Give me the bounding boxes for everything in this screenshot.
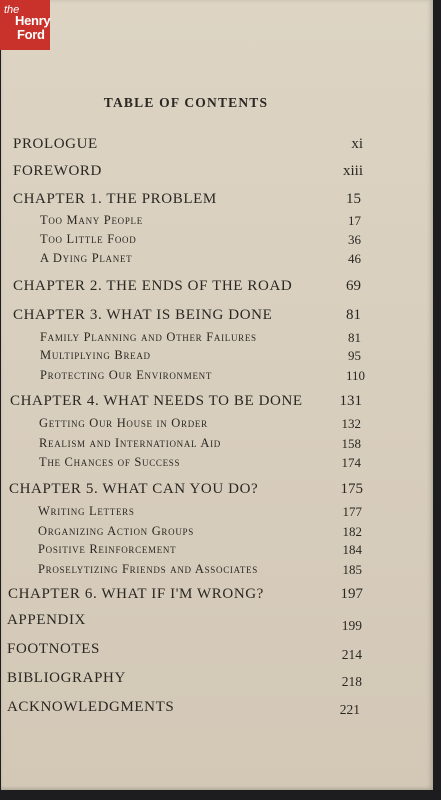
toc-entry-foreword bbox=[1, 163, 433, 183]
entry-label: The Chances of Success bbox=[39, 455, 181, 469]
entry-page: 131 bbox=[339, 393, 362, 409]
entry-label: A Dying Planet bbox=[40, 251, 133, 265]
toc-subentry bbox=[1, 368, 433, 388]
entry-page: 214 bbox=[341, 647, 362, 662]
entry-label: ACKNOWLEDGMENTS bbox=[7, 699, 175, 715]
toc-entry-chapter-6 bbox=[1, 586, 433, 606]
entry-page: 199 bbox=[341, 618, 362, 633]
entry-label: CHAPTER 6. WHAT IF I'M WRONG? bbox=[8, 586, 264, 602]
toc-entry-chapter-4 bbox=[1, 393, 433, 413]
logo-line-ford: Ford bbox=[17, 27, 45, 42]
entry-label: Too Little Food bbox=[40, 232, 137, 246]
toc-subentry bbox=[1, 455, 433, 475]
toc-subentry bbox=[1, 330, 433, 350]
entry-label: Proselytizing Friends and Associates bbox=[38, 562, 258, 576]
toc-heading: TABLE OF CONTENTS bbox=[103, 95, 269, 110]
toc-entry-footnotes bbox=[1, 641, 433, 661]
entry-page: xiii bbox=[342, 163, 363, 179]
entry-page: 218 bbox=[341, 674, 362, 689]
entry-label: Too Many People bbox=[40, 213, 143, 227]
henry-ford-logo bbox=[0, 0, 50, 50]
logo-line-henry: Henry bbox=[15, 13, 51, 28]
entry-label: CHAPTER 4. WHAT NEEDS TO BE DONE bbox=[10, 393, 303, 409]
toc-subentry bbox=[1, 251, 433, 271]
toc-subentry bbox=[1, 348, 433, 368]
entry-label: Positive Reinforcement bbox=[38, 542, 177, 556]
entry-label: CHAPTER 2. THE ENDS OF THE ROAD bbox=[13, 278, 293, 294]
toc-entry-bibliography bbox=[1, 670, 433, 690]
entry-label: FOOTNOTES bbox=[7, 641, 100, 657]
toc-entry-chapter-3 bbox=[1, 307, 433, 327]
entry-page: 110 bbox=[345, 368, 365, 383]
toc-subentry bbox=[1, 562, 433, 582]
toc-entry-prologue bbox=[1, 136, 433, 156]
entry-page: 69 bbox=[346, 278, 361, 294]
entry-page: 185 bbox=[342, 562, 362, 577]
toc-subentry bbox=[1, 416, 433, 436]
entry-label: APPENDIX bbox=[7, 612, 86, 628]
toc-subentry bbox=[1, 436, 433, 456]
entry-page: 174 bbox=[341, 455, 361, 470]
toc-subentry bbox=[1, 542, 433, 562]
entry-label: Multiplying Bread bbox=[40, 348, 151, 362]
toc-subentry bbox=[1, 504, 433, 524]
book-page bbox=[1, 0, 433, 790]
entry-label: PROLOGUE bbox=[13, 136, 98, 152]
entry-page: 81 bbox=[348, 330, 361, 345]
entry-page: 221 bbox=[339, 702, 360, 717]
entry-page: xi bbox=[351, 136, 363, 152]
entry-page: 95 bbox=[348, 348, 361, 363]
entry-label: CHAPTER 3. WHAT IS BEING DONE bbox=[13, 307, 273, 323]
logo-line-the: the bbox=[4, 4, 20, 16]
entry-label: BIBLIOGRAPHY bbox=[7, 670, 126, 686]
entry-page: 132 bbox=[341, 416, 361, 431]
toc-entry-chapter-5 bbox=[1, 481, 433, 501]
toc-subentry bbox=[1, 232, 433, 252]
entry-page: 175 bbox=[340, 481, 363, 497]
toc-entry-appendix bbox=[1, 612, 433, 632]
entry-page: 182 bbox=[342, 524, 362, 539]
entry-label: FOREWORD bbox=[13, 163, 102, 179]
entry-label: Getting Our House in Order bbox=[39, 416, 208, 430]
toc-entry-acknowledgments bbox=[1, 699, 433, 719]
entry-page: 81 bbox=[346, 307, 361, 323]
entry-label: Organizing Action Groups bbox=[38, 524, 194, 538]
entry-label: CHAPTER 5. WHAT CAN YOU DO? bbox=[9, 481, 259, 497]
entry-label: Writing Letters bbox=[38, 504, 135, 518]
entry-label: CHAPTER 1. THE PROBLEM bbox=[13, 191, 217, 207]
toc-entry-chapter-1 bbox=[1, 191, 433, 211]
entry-page: 177 bbox=[342, 504, 362, 519]
entry-page: 17 bbox=[348, 213, 361, 228]
entry-page: 36 bbox=[348, 232, 361, 247]
entry-label: Protecting Our Environment bbox=[40, 368, 213, 382]
toc-subentry bbox=[1, 213, 433, 233]
toc-subentry bbox=[1, 524, 433, 544]
toc-entry-chapter-2 bbox=[1, 278, 433, 298]
entry-page: 184 bbox=[342, 542, 362, 557]
entry-page: 197 bbox=[340, 586, 363, 602]
entry-page: 158 bbox=[341, 436, 361, 451]
entry-label: Family Planning and Other Failures bbox=[40, 330, 257, 344]
entry-label: Realism and International Aid bbox=[39, 436, 221, 450]
entry-page: 15 bbox=[346, 191, 361, 207]
entry-page: 46 bbox=[348, 251, 361, 266]
